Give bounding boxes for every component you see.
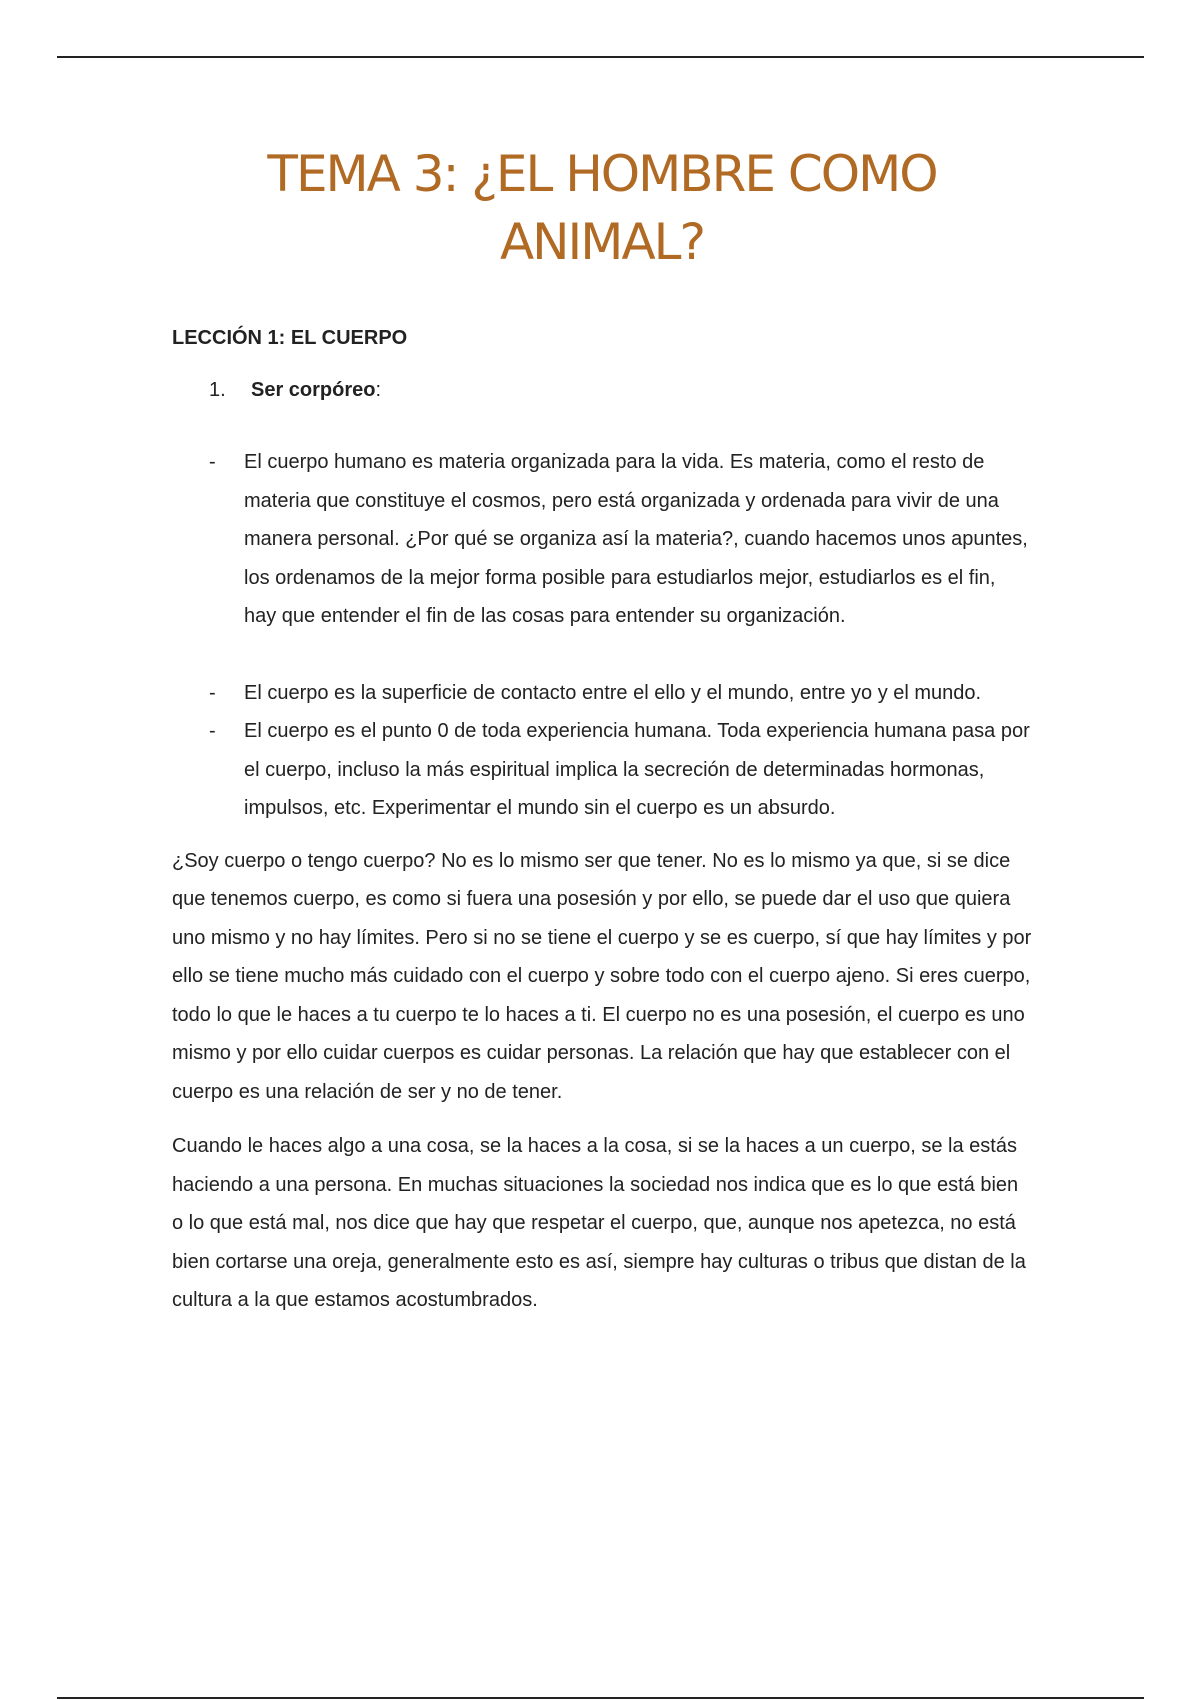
bullet-dash: -: [209, 681, 216, 704]
bullet-dash: -: [209, 451, 216, 473]
lesson-heading: LECCIÓN 1: EL CUERPO: [172, 327, 408, 349]
title-line-1: TEMA 3: ¿EL HOMBRE COMO: [267, 145, 937, 203]
bullet-text: El cuerpo es el punto 0 de toda experiencia humana. Toda experiencia humana pasa por el cuerpo, incluso la más espiritual implica la secreción de determinadas hormonas, impulsos, etc. Experimentar el mundo sin el cuerpo es un absurdo.: [244, 720, 1030, 819]
list-item: [209, 674, 1032, 713]
numbered-heading: [209, 376, 1032, 404]
section-colon: :: [375, 379, 382, 401]
body-paragraph: ¿Soy cuerpo o tengo cuerpo? No es lo mismo ser que tener. No es lo mismo ya que, si se dice que tenemos cuerpo, es como si fuera una posesión y por ello, se puede dar el uso que quiera uno mismo y no hay límites. Pero si no se tiene el cuerpo y se es cuerpo, sí que hay límites y por ello se tiene mucho más cuidado con el cuerpo y sobre todo con el cuerpo ajeno. Si eres cuerpo, todo lo que le haces a tu cuerpo te lo haces a ti. El cuerpo no es una posesión, el cuerpo es uno mismo y por ello cuidar cuerpos es cuidar personas. La relación que hay que establecer con el cuerpo es una relación de ser y no de tener.: [172, 849, 1032, 1103]
bullet-text: El cuerpo humano es materia organizada para la vida. Es materia, como el resto de materia que constituye el cosmos, pero está organizada y ordenada para vivir de una manera personal. ¿Por qué se organiza así la materia?, cuando hacemos unos apuntes, los ordenamos de la mejor forma posible para estudiarlos mejor, estudiarlos es el fin, hay que entender el fin de las cosas para entender su organización.: [244, 451, 1028, 627]
top-rule: [57, 56, 1144, 58]
list-item: [209, 443, 1032, 636]
bullet-dash: -: [209, 720, 216, 742]
document-page: [172, 140, 1032, 1320]
page-title: [172, 140, 1032, 276]
section-label: Ser corpóreo: [251, 379, 376, 401]
body-paragraph: Cuando le haces algo a una cosa, se la haces a la cosa, si se la haces a un cuerpo, se la estás haciendo a una persona. En muchas situaciones la sociedad nos indica que es lo que está bien o lo que está mal, nos dice que hay que respetar el cuerpo, que, aunque nos apetezca, no está bien cortarse una oreja, generalmente esto es así, siempre hay culturas o tribus que distan de la cultura a la que estamos acostumbrados.: [172, 1135, 1026, 1311]
bottom-rule: [57, 1697, 1144, 1699]
title-line-2: ANIMAL?: [499, 213, 705, 271]
bullet-text: El cuerpo es la superficie de contacto entre el ello y el mundo, entre yo y el mundo.: [244, 681, 982, 704]
list-item: [209, 712, 1032, 828]
section-number: 1.: [209, 379, 226, 401]
bullet-list: [209, 443, 1032, 828]
